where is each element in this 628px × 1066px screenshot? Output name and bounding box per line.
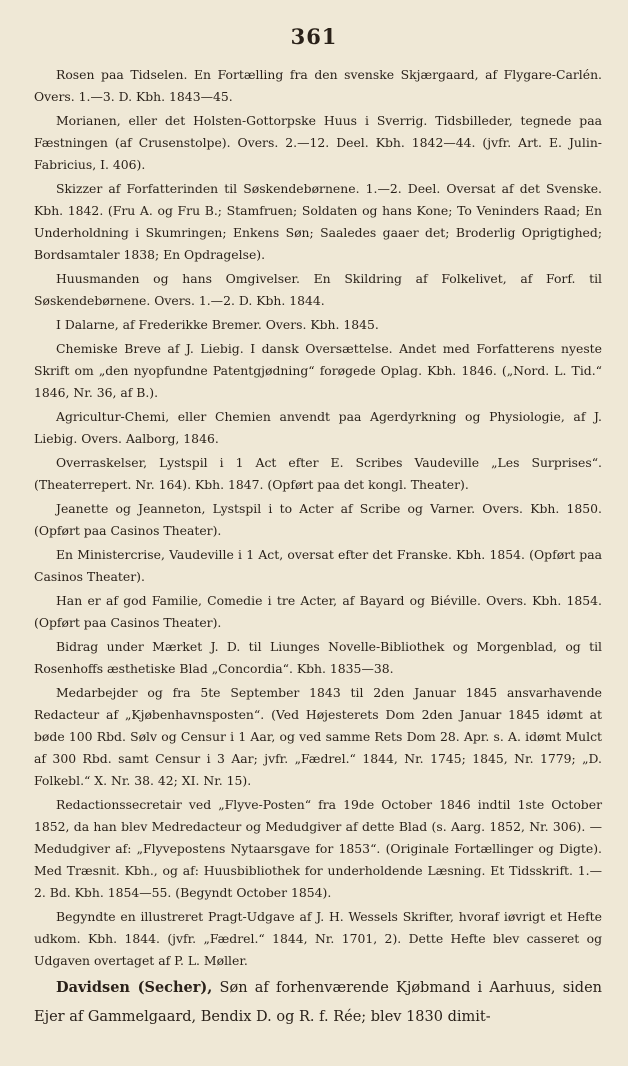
bibliography-entry: Medarbejder og fra 5te September 1843 til 2den Januar 1845 ansvarhavende Redacteur af „Kjøbenhavnsposten“. (Ved Højesterets Dom 2den Januar 1845 idømt at bøde 100 Rbd. Sølv og Censur i 1 Aar, og ved samme Rets Dom 28. Apr. s. A. idømt Mulct af 300 Rbd. samt Censur i 3 Aar; jvfr. „Fædrel.“ 1844, Nr. 1745; 1845, Nr. 1779; „D. Folkebl.“ X. Nr. 38. 42; XI. Nr. 15). xyxy=(34,685,602,788)
author-bio: Søn af forhenværende Kjøbmand i Aarhuus, siden Ejer af Gammelgaard, Bendix D. og R. f. Rée; blev 1830 dimit- xyxy=(34,979,602,1025)
bibliography-entry: Redactionssecretair ved „Flyve-Posten“ fra 19de October 1846 indtil 1ste October 1852, da han blev Medredacteur og Medudgiver af dette Blad (s. Aarg. 1852, Nr. 306). — Medudgiver af: „Flyvepostens Nytaarsgave for 1853“. (Originale Fortællinger og Digte). Med Træsnit. Kbh., og af: Huusbibliothek for underholdende Læsning. Et Tidsskrift. 1.—2. Bd. Kbh. 1854—55. (Begyndt October 1854). xyxy=(34,797,602,900)
page-number: 361 xyxy=(290,24,338,49)
bibliography-entry: Skizzer af Forfatterinden til Søskendebørnene. 1.—2. Deel. Oversat af det Svenske. Kbh. 1842. (Fru A. og Fru B.; Stamfruen; Soldaten og hans Kone; To Veninders Raad; En Underholdning i Skumringen; Enkens Søn; Saaledes gaaer det; Broderlig Oprigtighed; Bordsamtaler 1838; En Opdragelse). xyxy=(34,181,602,262)
bibliography-entry: Overraskelser, Lystspil i 1 Act efter E. Scribes Vaudeville „Les Surprises“. (Theaterrepert. Nr. 164). Kbh. 1847. (Opført paa det kongl. Theater). xyxy=(34,455,602,492)
bibliography-entry: Morianen, eller det Holsten-Gottorpske Huus i Sverrig. Tidsbilleder, tegnede paa Fæstningen (af Crusenstolpe). Overs. 2.—12. Deel. Kbh. 1842—44. (jvfr. Art. E. Julin-Fabricius, I. 406). xyxy=(34,113,602,172)
bibliography-entry: Agricultur-Chemi, eller Chemien anvendt paa Agerdyrkning og Physiologie, af J. Liebig. Overs. Aalborg, 1846. xyxy=(34,409,602,446)
bibliography-entry: Chemiske Breve af J. Liebig. I dansk Oversættelse. Andet med Forfatterens nyeste Skrift om „den nyopfundne Patentgjødning“ forøgede Oplag. Kbh. 1846. („Nord. L. Tid.“ 1846, Nr. 36, af B.). xyxy=(34,341,602,400)
bibliography-entry: Huusmanden og hans Omgivelser. En Skildring af Folkelivet, af Forf. til Søskendebørnene. Overs. 1.—2. D. Kbh. 1844. xyxy=(34,271,602,308)
bibliography-list xyxy=(34,64,602,974)
bibliography-entry: Bidrag under Mærket J. D. til Liunges Novelle-Bibliothek og Morgenblad, og til Rosenhoffs æsthetiske Blad „Concordia“. Kbh. 1835—38. xyxy=(34,639,602,676)
author-entry xyxy=(34,973,602,1032)
bibliography-entry: En Ministercrise, Vaudeville i 1 Act, oversat efter det Franske. Kbh. 1854. (Opført paa Casinos Theater). xyxy=(34,547,602,584)
bibliography-entry: Rosen paa Tidselen. En Fortælling fra den svenske Skjærgaard, af Flygare-Carlén. Overs. 1.—3. D. Kbh. 1843—45. xyxy=(34,67,602,104)
bibliography-entry: Han er af god Familie, Comedie i tre Acter, af Bayard og Biéville. Overs. Kbh. 1854. (Opført paa Casinos Theater). xyxy=(34,593,602,630)
bibliography-entry: Jeanette og Jeanneton, Lystspil i to Acter af Scribe og Varner. Overs. Kbh. 1850. (Opført paa Casinos Theater). xyxy=(34,501,602,538)
author-name: Davidsen (Secher), xyxy=(56,978,213,996)
bibliography-entry: I Dalarne, af Frederikke Bremer. Overs. Kbh. 1845. xyxy=(56,317,379,332)
bibliography-entry: Begyndte en illustreret Pragt-Udgave af J. H. Wessels Skrifter, hvoraf iøvrigt et Hefte udkom. Kbh. 1844. (jvfr. „Fædrel.“ 1844, Nr. 1701, 2). Dette Hefte blev casseret og Udgaven overtaget af P. L. Møller. xyxy=(34,909,602,968)
